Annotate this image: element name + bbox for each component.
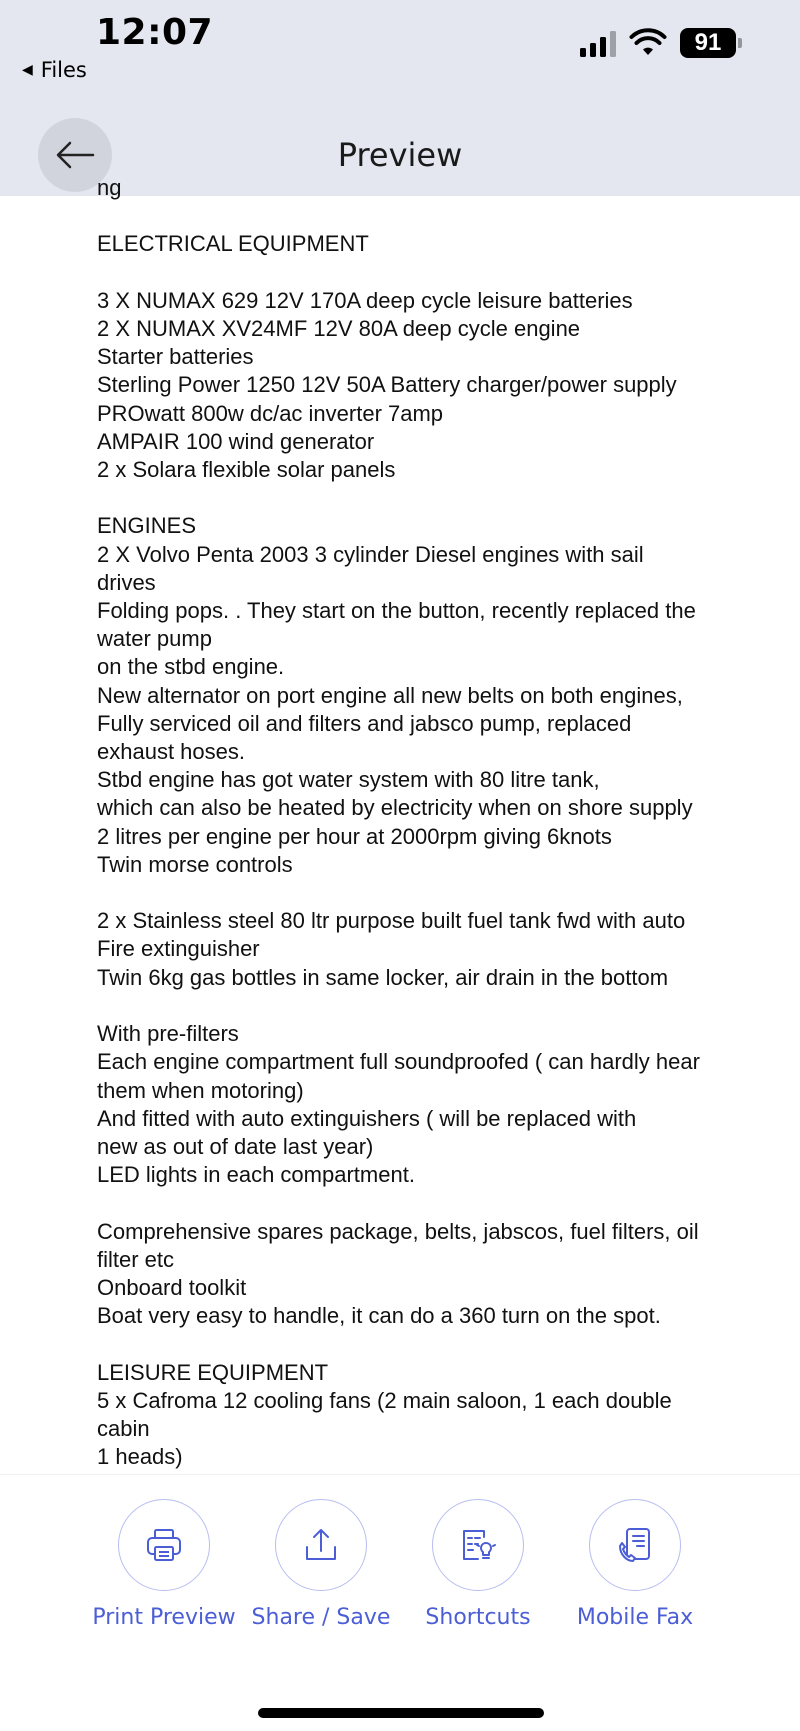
document-line: LEISURE EQUIPMENT xyxy=(97,1359,329,1385)
document-text xyxy=(97,174,737,1471)
document-line: Fire extinguisher xyxy=(97,936,260,962)
document-line: exhaust hoses. xyxy=(97,739,245,765)
document-line: Folding pops. . They start on the button, recently replaced the xyxy=(97,598,696,624)
back-to-files-link[interactable] xyxy=(22,58,87,82)
document-line: 2 X NUMAX XV24MF 12V 80A deep cycle engine xyxy=(97,316,581,342)
document-line: Stbd engine has got water system with 80 litre tank, xyxy=(97,767,600,793)
document-line: new as out of date last year) xyxy=(97,1133,374,1159)
document-line: Twin 6kg gas bottles in same locker, air drain in the bottom xyxy=(97,964,669,990)
document-line: 2 x Stainless steel 80 ltr purpose built fuel tank fwd with auto xyxy=(97,908,686,934)
wifi-icon xyxy=(630,29,666,57)
cellular-signal-icon xyxy=(580,29,616,57)
mobile-fax-button[interactable] xyxy=(550,1499,720,1630)
document-line: Twin morse controls xyxy=(97,851,293,877)
document-line: And fitted with auto extinguishers ( will be replaced with xyxy=(97,1105,637,1131)
document-line: ENGINES xyxy=(97,513,197,539)
bottom-toolbar xyxy=(0,1474,800,1655)
share-save-label: Share / Save xyxy=(251,1605,391,1630)
print-preview-label: Print Preview xyxy=(92,1605,236,1630)
document-line: 2 X Volvo Penta 2003 3 cylinder Diesel engines with sail xyxy=(97,541,644,567)
battery-icon xyxy=(680,28,742,58)
document-line: 5 x Cafroma 12 cooling fans (2 main saloon, 1 each double xyxy=(97,1387,672,1413)
document-line: ELECTRICAL EQUIPMENT xyxy=(97,231,369,257)
shortcuts-button[interactable] xyxy=(393,1499,563,1630)
back-app-label: Files xyxy=(40,58,87,82)
document-line xyxy=(97,202,737,230)
document-line: PROwatt 800w dc/ac inverter 7amp xyxy=(97,400,444,426)
document-line: them when motoring) xyxy=(97,1077,304,1103)
mobile-fax-circle xyxy=(589,1499,681,1591)
document-line: Onboard toolkit xyxy=(97,1274,247,1300)
home-indicator[interactable] xyxy=(258,1708,544,1718)
document-line xyxy=(97,1189,737,1217)
shortcuts-document-lightbulb-icon xyxy=(458,1525,498,1565)
document-line: filter etc xyxy=(97,1246,175,1272)
document-line: on the stbd engine. xyxy=(97,654,285,680)
document-line: drives xyxy=(97,569,156,595)
share-save-button[interactable] xyxy=(236,1499,406,1630)
document-line: Comprehensive spares package, belts, jabscos, fuel filters, oil xyxy=(97,1218,699,1244)
document-line: 2 x Solara flexible solar panels xyxy=(97,457,396,483)
document-line: 3 X NUMAX 629 12V 170A deep cycle leisure batteries xyxy=(97,287,633,313)
document-line: Sterling Power 1250 12V 50A Battery charger/power supply xyxy=(97,372,677,398)
document-line xyxy=(97,484,737,512)
document-line: which can also be heated by electricity when on shore supply xyxy=(97,795,693,821)
page-title: Preview xyxy=(337,136,463,174)
share-save-circle xyxy=(275,1499,367,1591)
document-line: Boat very easy to handle, it can do a 360 turn on the spot. xyxy=(97,1303,661,1329)
print-preview-circle xyxy=(118,1499,210,1591)
document-line: AMPAIR 100 wind generator xyxy=(97,428,375,454)
document-line: 2 litres per engine per hour at 2000rpm giving 6knots xyxy=(97,823,612,849)
mobile-fax-label: Mobile Fax xyxy=(576,1605,694,1630)
shortcuts-label: Shortcuts xyxy=(425,1605,531,1630)
fax-phone-icon xyxy=(615,1525,655,1565)
document-line: Each engine compartment full soundproofed ( can hardly hear xyxy=(97,1049,700,1075)
document-line xyxy=(97,992,737,1020)
document-line: cabin xyxy=(97,1415,150,1441)
share-icon xyxy=(301,1525,341,1565)
back-triangle-icon: ◀ xyxy=(22,62,33,78)
document-line: New alternator on port engine all new belts on both engines, xyxy=(97,682,683,708)
shortcuts-circle xyxy=(432,1499,524,1591)
document-line: Starter batteries xyxy=(97,344,254,370)
top-bar xyxy=(0,0,800,196)
document-line xyxy=(97,1330,737,1358)
print-preview-button[interactable] xyxy=(79,1499,249,1630)
document-line: With pre-filters xyxy=(97,1021,239,1047)
battery-level: 91 xyxy=(680,28,736,58)
document-line: water pump xyxy=(97,626,212,652)
document-preview[interactable] xyxy=(0,175,800,1474)
document-line xyxy=(97,879,737,907)
printer-icon xyxy=(144,1525,184,1565)
status-icons xyxy=(580,28,742,58)
document-line: 1 heads) xyxy=(97,1444,183,1470)
status-time: 12:07 xyxy=(96,12,214,53)
document-line: Fully serviced oil and filters and jabsco pump, replaced xyxy=(97,710,632,736)
document-line: ng xyxy=(97,175,122,200)
document-line xyxy=(97,259,737,287)
document-line: LED lights in each compartment. xyxy=(97,1162,415,1188)
